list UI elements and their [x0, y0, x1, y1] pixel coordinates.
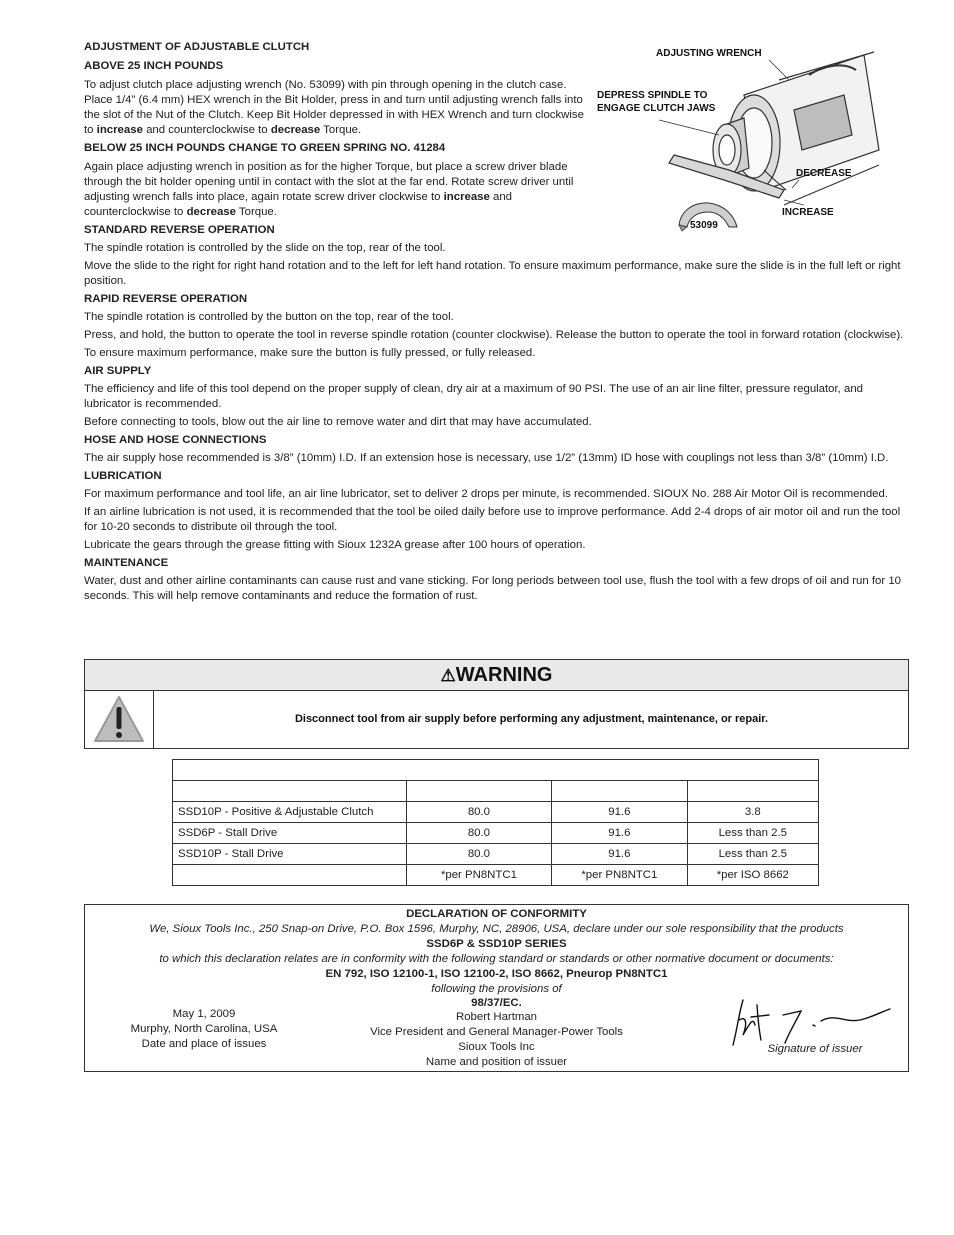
table-cell: SSD6P - Stall Drive [173, 823, 407, 844]
section-paragraph: The air supply hose recommended is 3/8” (10mm) I.D. If an extension hose is necessary, use 1/2” (13mm) ID hose with couplings not less than 3/8” (10mm) I.D. [84, 452, 889, 464]
table-cell: SSD10P - Positive & Adjustable Clutch [173, 802, 407, 823]
table-cell [173, 781, 407, 802]
clutch-section [84, 40, 594, 220]
section-paragraph: The spindle rotation is controlled by the slide on the top, rear of the tool. [84, 242, 446, 254]
declaration-title: DECLARATION OF CONFORMITY [406, 908, 587, 920]
section-rapid-reverse [84, 292, 909, 361]
section-maintenance [84, 556, 909, 604]
issuer-company: Sioux Tools Inc [458, 1041, 535, 1053]
clutch-figure [594, 40, 924, 240]
table-cell: Less than 2.5 [687, 844, 818, 865]
table-cell: 91.6 [552, 802, 687, 823]
below-paragraph [84, 160, 594, 220]
above-text-2: and counterclockwise to [142, 124, 271, 136]
label-decrease: DECREASE [796, 168, 852, 179]
below-decrease: decrease [186, 206, 236, 218]
issuer-position: Vice President and General Manager-Power Tools [370, 1026, 623, 1038]
warning-text: Disconnect tool from air supply before performing any adjustment, maintenance, or repair. [294, 713, 769, 725]
table-cell [687, 781, 818, 802]
table-cell: 80.0 [406, 823, 551, 844]
table-cell: *per ISO 8662 [687, 865, 818, 886]
warning-header [85, 660, 908, 691]
signature-caption: Signature of issuer [767, 1043, 863, 1055]
table-cell: 80.0 [406, 844, 551, 865]
section-paragraph: For maximum performance and tool life, an air line lubricator, set to deliver 2 drops per minute, is recommended. SIOUX No. 288 Air Motor Oil is recommended. [84, 488, 889, 500]
table-cell [173, 865, 407, 886]
declaration-date: May 1, 2009 [172, 1008, 236, 1020]
table-cell: 3.8 [687, 802, 818, 823]
section-paragraph: The spindle rotation is controlled by the button on the top, rear of the tool. [84, 311, 454, 323]
table-row [173, 802, 819, 823]
section-paragraph: Press, and hold, the button to operate the tool in reverse spindle rotation (counter clockwise). Release the button to operate the tool in forward rotation (clockwise). [84, 329, 904, 341]
above-increase: increase [96, 124, 143, 136]
label-increase: INCREASE [782, 207, 834, 218]
section-title: AIR SUPPLY [84, 365, 152, 377]
section-title: MAINTENANCE [84, 557, 169, 569]
warning-title: WARNING [455, 664, 553, 686]
section-title: LUBRICATION [84, 470, 162, 482]
section-lubrication [84, 469, 909, 553]
table-cell: 91.6 [552, 844, 687, 865]
section-paragraph: Water, dust and other airline contaminants can cause rust and vane sticking. For long periods between tool use, flush the tool with a few drops of oil and run for 10 seconds. This will help remove contaminants and reduce the formation of rust. [84, 575, 902, 602]
spec-table [172, 759, 819, 886]
label-part-no: 53099 [690, 220, 718, 231]
issuer-caption: Name and position of issuer [425, 1056, 568, 1068]
section-hose [84, 433, 909, 466]
declaration-products: SSD6P & SSD10P SERIES [426, 938, 567, 950]
sections [84, 223, 909, 604]
declaration-directive: 98/37/EC. [471, 997, 522, 1009]
section-title: HOSE AND HOSE CONNECTIONS [84, 434, 267, 446]
table-row [173, 823, 819, 844]
above-text-1: To adjust clutch place adjusting wrench (No. 53099) with pin through opening in the clutch case. Place 1/4” (6.4 mm) HEX wrench in the Bit Holder, press in and turn until adjusting wrench falls into the slot of the Nut of the Clutch. Keep Bit Holder depressed in with HEX Wrench and turn clockwise to [84, 79, 584, 136]
table-header-row [173, 781, 819, 802]
declaration-line1: We, Sioux Tools Inc., 250 Snap-on Drive, P.O. Box 1596, Murphy, NC, 28906, USA, declare under our sole responsibility that the products [149, 923, 844, 935]
above-text-3: Torque. [320, 124, 362, 136]
table-cell: Less than 2.5 [687, 823, 818, 844]
warning-triangle-icon: ⚠ [440, 666, 456, 685]
clutch-title: ADJUSTMENT OF ADJUSTABLE CLUTCH [84, 41, 310, 53]
table-title-row [173, 760, 819, 781]
section-paragraph: Before connecting to tools, blow out the air line to remove water and dirt that may have accumulated. [84, 416, 592, 428]
table-cell: 91.6 [552, 823, 687, 844]
section-paragraph: Lubricate the gears through the grease fitting with Sioux 1232A grease after 100 hours of operation. [84, 539, 586, 551]
table-footer-row [173, 865, 819, 886]
declaration-box [84, 904, 909, 1072]
below-text-2: and counterclockwise to [84, 191, 513, 218]
declaration-line2: to which this declaration relates are in conformity with the following standard or standards or other normative document or documents: [159, 953, 834, 965]
table-cell [406, 781, 551, 802]
table-cell [552, 781, 687, 802]
date-place-block [85, 1007, 323, 1052]
below-text-1: Again place adjusting wrench in position as for the higher Torque, but place a screw driver blade through the bit holder opening until in contact with the slot at the far end. Rotate screw driver until adjusting wrench falls into place, again rotate screw driver clockwise to [84, 161, 574, 203]
declaration-place: Murphy, North Carolina, USA [130, 1023, 278, 1035]
declaration-line3: following the provisions of [431, 983, 562, 995]
tool-illustration [594, 40, 924, 240]
above-title: ABOVE 25 INCH POUNDS [84, 60, 224, 72]
table-cell [173, 760, 819, 781]
warning-icon-cell [85, 691, 154, 748]
section-paragraph: Move the slide to the right for right hand rotation and to the left for left hand rotation. To ensure maximum performance, make sure the slide is in the full left or right position. [84, 260, 901, 287]
table-row [173, 844, 819, 865]
table-cell: *per PN8NTC1 [552, 865, 687, 886]
label-depress-1: DEPRESS SPINDLE TO [597, 90, 708, 101]
section-paragraph: To ensure maximum performance, make sure the button is fully pressed, or fully released. [84, 347, 536, 359]
date-caption: Date and place of issues [141, 1038, 267, 1050]
section-air-supply [84, 364, 909, 430]
label-adjusting-wrench: ADJUSTING WRENCH [656, 48, 762, 59]
label-depress-2: ENGAGE CLUTCH JAWS [597, 103, 716, 114]
below-text-3: Torque. [235, 206, 277, 218]
declaration-standards: EN 792, ISO 12100-1, ISO 12100-2, ISO 8662, Pneurop PN8NTC1 [325, 968, 668, 980]
issuer-name: Robert Hartman [455, 1011, 538, 1023]
section-title: STANDARD REVERSE OPERATION [84, 224, 275, 236]
exclamation-triangle-icon [85, 691, 153, 748]
section-paragraph: If an airline lubrication is not used, it is recommended that the tool be oiled daily before use to improve performance. Add 2-4 drops of air motor oil and run the tool for 10-20 seconds to distribute oil through the tool. [84, 506, 901, 533]
above-decrease: decrease [270, 124, 321, 136]
table-cell: 80.0 [406, 802, 551, 823]
section-title: RAPID REVERSE OPERATION [84, 293, 248, 305]
table-cell: *per PN8NTC1 [406, 865, 551, 886]
above-paragraph [84, 78, 594, 138]
warning-box [84, 659, 909, 749]
below-increase: increase [443, 191, 490, 203]
below-title: BELOW 25 INCH POUNDS CHANGE TO GREEN SPRING NO. 41284 [84, 142, 446, 154]
table-cell: SSD10P - Stall Drive [173, 844, 407, 865]
section-paragraph: The efficiency and life of this tool depend on the proper supply of clean, dry air at a maximum of 90 PSI. The use of an air line filter, pressure regulator, and lubricator is recommended. [84, 383, 864, 410]
